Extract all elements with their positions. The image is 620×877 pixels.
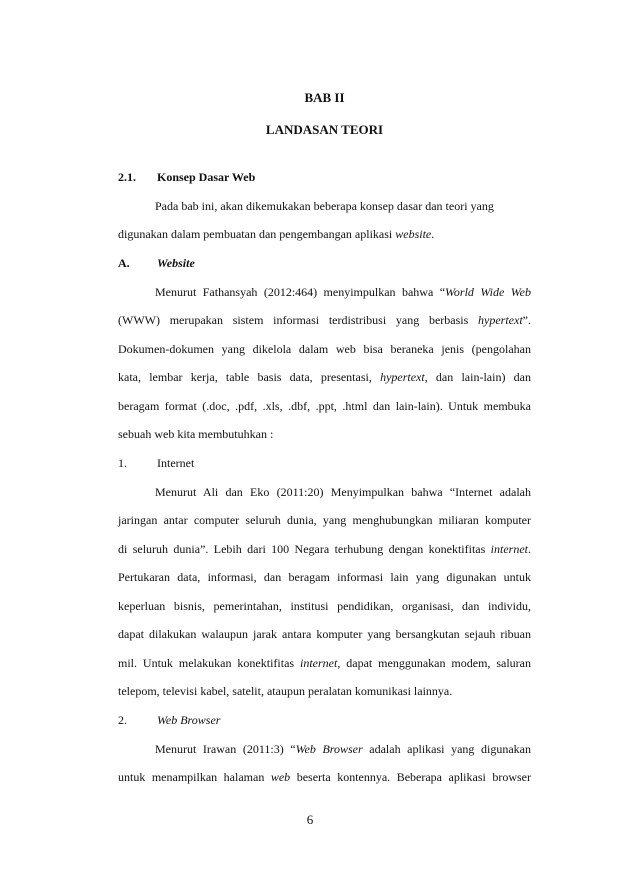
para-1-line-7: mil. Untuk melakukan konektifitas internet, dapat menggunakan modem, saluran: [118, 656, 531, 670]
para-1-line-4: Pertukaran data, informasi, dan beragam informasi lain yang digunakan untuk: [118, 570, 531, 584]
intro-line-2: digunakan dalam pembuatan dan pengembangan aplikasi website.: [118, 227, 435, 241]
item-2-number: 2.: [118, 713, 127, 727]
para-1-line-8: telepom, televisi kabel, satelit, ataupun peralatan komunikasi lainnya.: [118, 684, 453, 698]
para-1-line-3: di seluruh dunia”. Lebih dari 100 Negara terhubung dengan konektifitas internet.: [118, 542, 531, 556]
para-a-line-5: beragam format (.doc, .pdf, .xls, .dbf, .ppt, .html dan lain-lain). Untuk membuka: [118, 399, 531, 413]
para-2-line-2: untuk menampilkan halaman web beserta kontennya. Beberapa aplikasi browser: [118, 770, 532, 784]
sub-a-number: A.: [118, 256, 130, 270]
para-1-line-5: keperluan bisnis, pemerintahan, institusi pendidikan, organisasi, dan individu,: [118, 599, 531, 613]
item-2-title: Web Browser: [157, 713, 221, 727]
section-title: Konsep Dasar Web: [157, 170, 256, 184]
para-1-line-2: jaringan antar computer seluruh dunia, yang menghubungkan miliaran komputer: [118, 513, 531, 527]
item-1-number: 1.: [118, 456, 127, 470]
intro-line-1: Pada bab ini, akan dikemukakan beberapa konsep dasar dan teori yang: [155, 199, 494, 213]
section-number: 2.1.: [118, 170, 136, 184]
chapter-title: LANDASAN TEORI: [265, 122, 384, 137]
item-1-title: Internet: [157, 456, 195, 470]
para-1-line-1: Menurut Ali dan Eko (2011:20) Menyimpulkan bahwa “Internet adalah: [155, 485, 531, 499]
chapter-number: BAB II: [304, 90, 345, 105]
page-number: 6: [306, 812, 314, 827]
para-2-line-1: Menurut Irawan (2011:3) “Web Browser adalah aplikasi yang digunakan: [155, 742, 531, 756]
sub-a-title: Website: [157, 256, 195, 270]
para-a-line-6: sebuah web kita membutuhkan :: [118, 427, 274, 441]
para-a-line-4: kata, lembar kerja, table basis data, presentasi, hypertext, dan lain-lain) dan: [118, 370, 531, 384]
para-a-line-1: Menurut Fathansyah (2012:464) menyimpulkan bahwa “World Wide Web: [155, 285, 531, 299]
para-1-line-6: dapat dilakukan walaupun jarak antara komputer yang bersangkutan sejauh ribuan: [118, 627, 531, 641]
para-a-line-3: Dokumen-dokumen yang dikelola dalam web bisa beraneka jenis (pengolahan: [118, 342, 531, 356]
para-a-line-2: (WWW) merupakan sistem informasi terdistribusi yang berbasis hypertext”.: [118, 313, 531, 327]
